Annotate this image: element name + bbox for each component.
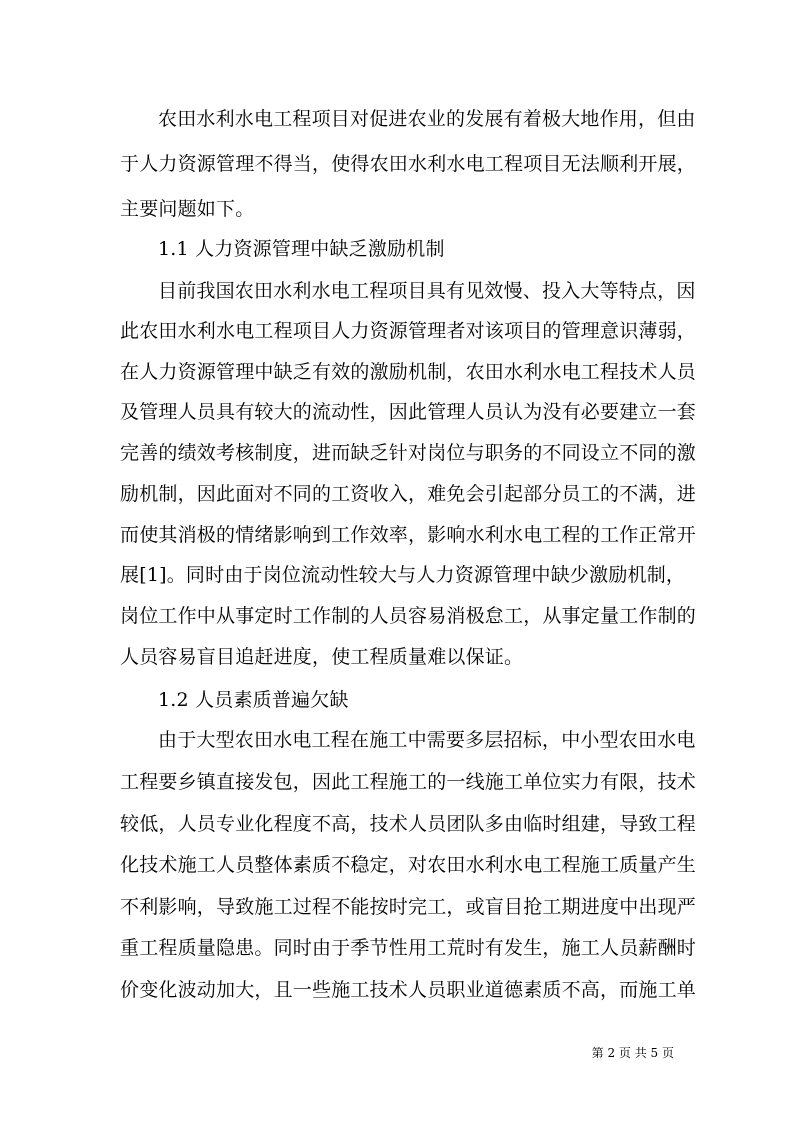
section-heading-1-1: 1.1 人力资源管理中缺乏激励机制 (158, 238, 445, 260)
paragraph-1-line-1: 农田水利水电工程项目对促进农业的发展有着极大地作用，但由 (158, 108, 696, 130)
page-number-footer: 第 2 页 共 5 页 (591, 1046, 674, 1060)
paragraph-1-line-3: 主要问题如下。 (120, 198, 255, 220)
paragraph-2-line-8: 展[1]。同时由于岗位流动性较大与人力资源管理中缺少激励机制， (120, 564, 686, 586)
paragraph-3-line-1: 由于大型农田水电工程在施工中需要多层招标，中小型农田水电 (158, 729, 696, 751)
section-heading-1-2: 1.2 人员素质普遍欠缺 (158, 689, 349, 711)
paragraph-2-line-1: 目前我国农田水利水电工程项目具有见效慢、投入大等特点，因 (158, 280, 696, 302)
paragraph-2-line-5: 完善的绩效考核制度，进而缺乏针对岗位与职务的不同设立不同的激 (120, 442, 697, 464)
paragraph-3-line-5: 不利影响，导致施工过程不能按时完工，或盲目抢工期进度中出现严 (120, 896, 697, 918)
paragraph-3-line-7: 价变化波动加大，且一些施工技术人员职业道德素质不高，而施工单 (120, 979, 697, 1001)
paragraph-2-line-6: 励机制，因此面对不同的工资收入，难免会引起部分员工的不满，进 (120, 483, 697, 505)
paragraph-2-line-3: 在人力资源管理中缺乏有效的激励机制，农田水利水电工程技术人员 (120, 361, 697, 383)
paragraph-2-line-9: 岗位工作中从事定时工作制的人员容易消极怠工，从事定量工作制的 (120, 605, 697, 627)
paragraph-2-line-4: 及管理人员具有较大的流动性，因此管理人员认为没有必要建立一套 (120, 401, 697, 423)
paragraph-2-line-10: 人员容易盲目追赶进度，使工程质量难以保证。 (120, 646, 524, 668)
paragraph-2-line-2: 此农田水利水电工程项目人力资源管理者对该项目的管理意识薄弱， (120, 320, 697, 342)
paragraph-3-line-4: 化技术施工人员整体素质不稳定，对农田水利水电工程施工质量产生 (120, 854, 697, 876)
paragraph-1-line-2: 于人力资源管理不得当，使得农田水利水电工程项目无法顺利开展， (120, 153, 697, 175)
paragraph-3-line-3: 较低，人员专业化程度不高，技术人员团队多由临时组建，导致工程 (120, 813, 697, 835)
paragraph-3-line-6: 重工程质量隐患。同时由于季节性用工荒时有发生，施工人员薪酬时 (120, 937, 697, 959)
paragraph-3-line-2: 工程要乡镇直接发包，因此工程施工的一线施工单位实力有限，技术 (120, 771, 697, 793)
paragraph-2-line-7: 而使其消极的情绪影响到工作效率，影响水利水电工程的工作正常开 (120, 524, 697, 546)
